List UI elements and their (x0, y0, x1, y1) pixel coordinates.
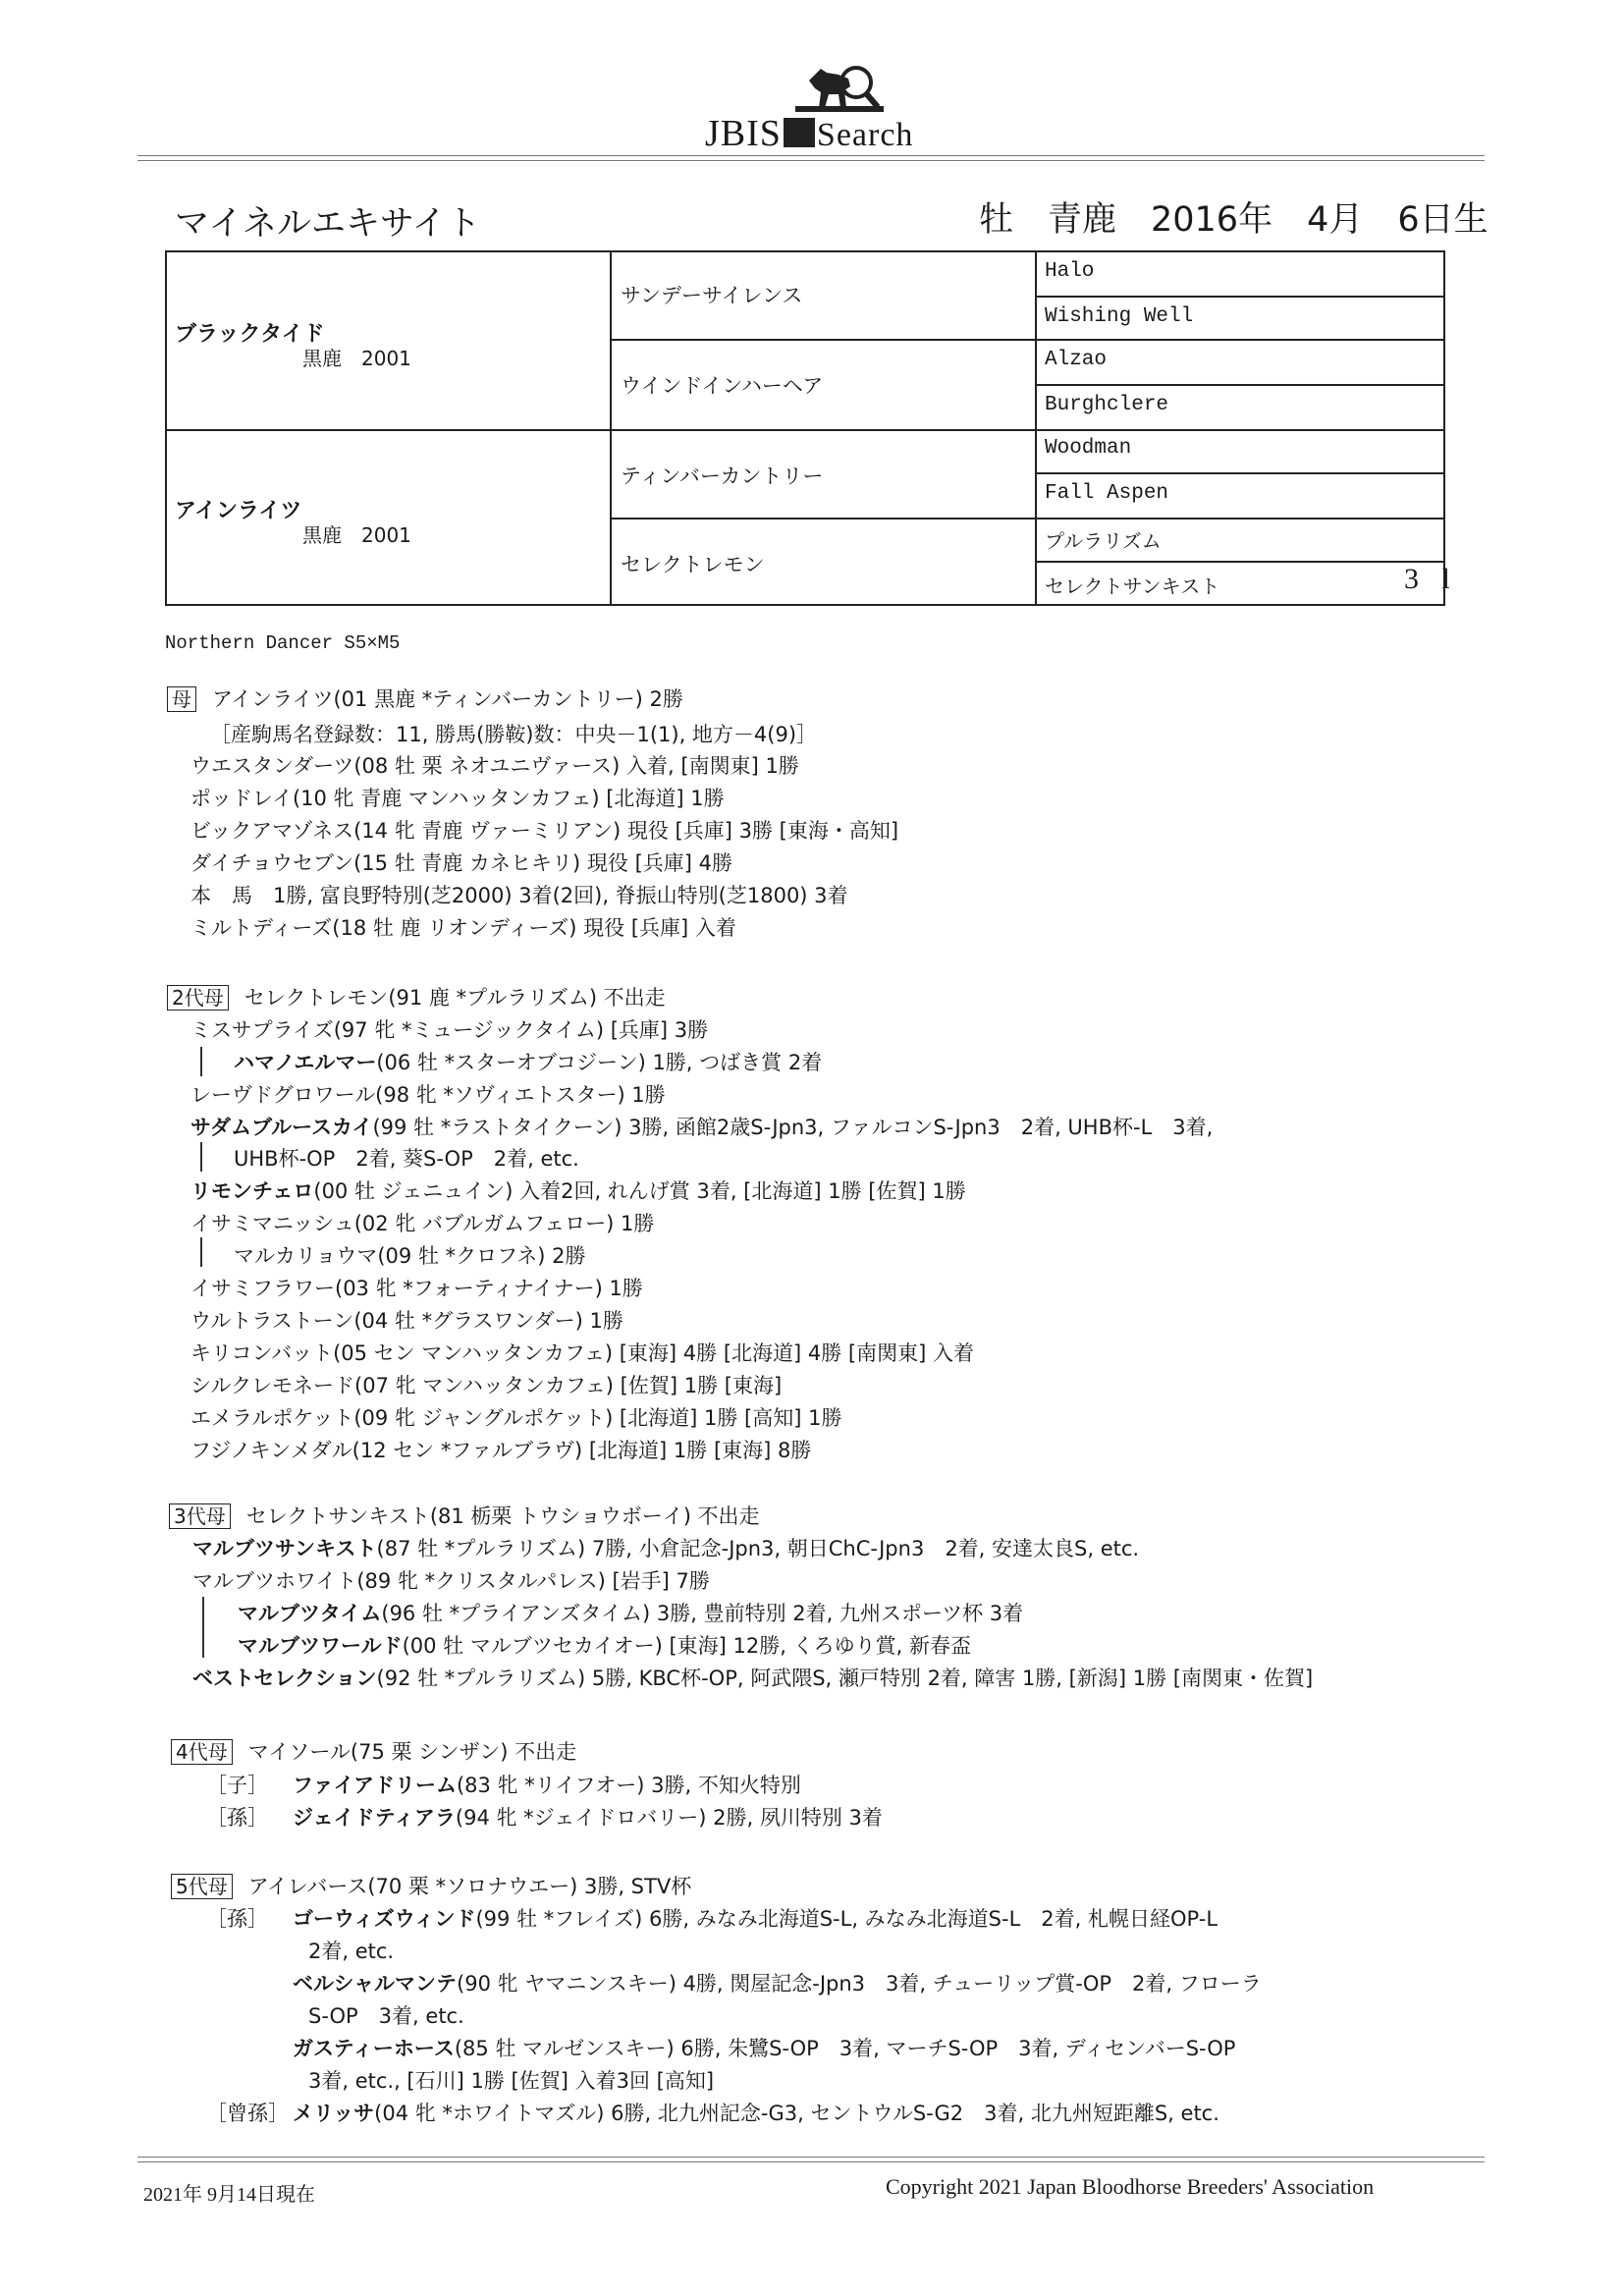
pedigree-divider (610, 518, 1443, 519)
family-line: 3着, etc., [石川] 1勝 [佐賀] 入着3回 [高知] (308, 2069, 715, 2093)
section-title: アインライツ(01 黒鹿 *ティンバーカントリー) 2勝 (212, 687, 683, 711)
gen3-section-header (169, 1501, 760, 1530)
pedigree-table (165, 250, 1458, 606)
pedigree-gen3-cell: Fall Aspen (1045, 482, 1169, 505)
section-title: セレクトサンキスト(81 栃栗 トウショウボーイ) 不出走 (245, 1504, 760, 1528)
pedigree-gen2-cell: ウインドインハーヘア (621, 374, 824, 398)
dam-section-header (167, 683, 683, 713)
inbreeding-note: Northern Dancer S5×M5 (165, 632, 401, 654)
section-title: アイレバース(70 栗 *ソロナウエー) 3勝, STV杯 (247, 1875, 692, 1898)
pedigree-divider (1035, 472, 1443, 474)
family-line-name: メリッサ (293, 2102, 375, 2125)
pedigree-divider (610, 252, 612, 604)
family-line: レーヴドグロワール(98 牝 *ソヴィエトスター) 1勝 (190, 1083, 666, 1107)
section-tag: 母 (167, 686, 196, 712)
family-line-name: ジェイドティアラ (293, 1806, 456, 1830)
pedigree-divider (1035, 429, 1443, 431)
family-line: ［孫］ ゴーウィズウィンド(99 牡 *フレイズ) 6勝, みなみ北海道S-L, みなみ北海道S-L 2着, 札幌日経OP-L (206, 1907, 1218, 1931)
family-line: ウエスタンダーツ(08 牡 栗 ネオユニヴァース) 入着, [南関東] 1勝 (190, 754, 799, 778)
family-line: イサミマニッシュ(02 牝 バブルガムフェロー) 1勝 (190, 1212, 655, 1235)
family-line-name: ベルシャルマンテ (293, 1972, 458, 1995)
section-tag: 2代母 (167, 985, 229, 1011)
logo-wordmark (705, 112, 913, 155)
logo-block-icon (784, 118, 815, 147)
family-line: フジノキンメダル(12 セン *ファルブラヴ) [北海道] 1勝 [東海] 8勝 (190, 1439, 812, 1462)
family-line: ベルシャルマンテ(90 牝 ヤマニンスキー) 4勝, 関屋記念-Jpn3 3着, チューリップ賞-OP 2着, フローラ (293, 1972, 1262, 1995)
pedigree-divider (1035, 384, 1443, 386)
pedigree-gen3-cell: Woodman (1045, 437, 1132, 460)
family-line: イサミフラワー(03 牝 *フォーティナイナー) 1勝 (190, 1277, 643, 1300)
dam-name: アインライツ (175, 499, 302, 523)
pedigree-gen3-cell: Halo (1045, 260, 1095, 283)
family-line-name: ファイアドリーム (293, 1774, 457, 1797)
family-line: ポッドレイ(10 牝 青鹿 マンハッタンカフェ) [北海道] 1勝 (190, 787, 725, 810)
gen4-section-header (171, 1736, 576, 1766)
section-tag: 3代母 (169, 1503, 231, 1529)
descent-bar (200, 1237, 202, 1267)
family-line-name: マルブツワールド (238, 1634, 403, 1658)
family-line: ［孫］ ジェイドティアラ(94 牝 *ジェイドロバリー) 2勝, 夙川特別 3着 (206, 1806, 883, 1830)
family-line: サダムブルースカイ(99 牡 *ラストタイクーン) 3勝, 函館2歳S-Jpn3, ファルコンS-Jpn3 2着, UHB杯-L 3着, (190, 1116, 1214, 1139)
family-line: ［子］ ファイアドリーム(83 牝 *リイフオー) 3勝, 不知火特別 (206, 1774, 801, 1797)
dam-info: 黒鹿 2001 (302, 523, 411, 547)
pedigree-divider (1035, 296, 1443, 298)
family-line: マルブツワールド(00 牡 マルブツセカイオー) [東海] 12勝, くろゆり賞, 新春盃 (238, 1634, 971, 1658)
footer-rule (137, 2157, 1485, 2162)
family-line: UHB杯-OP 2着, 葵S-OP 2着, etc. (234, 1147, 579, 1171)
header-rule (137, 155, 1485, 161)
family-line-name: ゴーウィズウィンド (293, 1907, 476, 1931)
logo-search: Search (816, 117, 914, 153)
family-line: ［曾孫］ メリッサ(04 牝 *ホワイトマズル) 6勝, 北九州記念-G3, セントウルS-G2 3着, 北九州短距離S, etc. (206, 2102, 1219, 2125)
family-line: シルクレモネード(07 牝 マンハッタンカフェ) [佐賀] 1勝 [東海] (190, 1374, 783, 1397)
pedigree-divider (1035, 252, 1037, 604)
family-line: エメラルポケット(09 牝 ジャングルポケット) [北海道] 1勝 [高知] 1勝 (190, 1406, 842, 1430)
family-line: マルブツサンキスト(87 牡 *プルラリズム) 7勝, 小倉記念-Jpn3, 朝日ChC-Jpn3 2着, 安達太良S, etc. (192, 1537, 1140, 1560)
family-line-name: サダムブルースカイ (190, 1116, 373, 1139)
pedigree-gen3-cell: Burghclere (1045, 394, 1169, 416)
family-number: 3 l (1404, 563, 1458, 595)
family-line: ベストセレクション(92 牡 *プルラリズム) 5勝, KBC杯-OP, 阿武隈S, 瀬戸特別 2着, 障害 1勝, [新潟] 1勝 [南関東・佐賀] (192, 1667, 1314, 1690)
footer-copyright: Copyright 2021 Japan Bloodhorse Breeders' Association (886, 2174, 1375, 2199)
family-line: キリコンバット(05 セン マンハッタンカフェ) [東海] 4勝 [北海道] 4勝 [南関東] 入着 (190, 1341, 974, 1365)
family-line: ミルトディーズ(18 牡 鹿 リオンディーズ) 現役 [兵庫] 入着 (190, 916, 736, 940)
gen5-section-header (171, 1871, 691, 1900)
jbis-search-logo (705, 61, 941, 155)
pedigree-gen3-cell: プルラリズム (1045, 529, 1162, 553)
section-tag: 5代母 (171, 1874, 233, 1899)
section-title: マイソール(75 栗 シンザン) 不出走 (247, 1740, 577, 1764)
descent-bar (200, 1142, 202, 1172)
pedigree-gen3-cell: Alzao (1045, 349, 1108, 371)
family-line: ［産駒馬名登録数：11, 勝馬(勝鞍)数：中央－1(1), 地方－4(9)］ (210, 723, 818, 746)
family-line: ハマノエルマー(06 牡 *スターオブコジーン) 1勝, つばき賞 2着 (234, 1051, 823, 1074)
family-line: S-OP 3着, etc. (308, 2004, 464, 2028)
family-line: ウルトラストーン(04 牡 *グラスワンダー) 1勝 (190, 1309, 623, 1333)
pedigree-gen2-cell: セレクトレモン (621, 553, 765, 576)
pedigree-gen2-cell: サンデーサイレンス (621, 284, 803, 307)
descent-bar (202, 1597, 204, 1658)
family-line: ミスサプライズ(97 牝 *ミュージックタイム) [兵庫] 3勝 (190, 1018, 709, 1042)
family-line-name: ベストセレクション (192, 1667, 377, 1690)
family-line-name: マルブツタイム (238, 1602, 382, 1625)
pedigree-gen3-cell: Wishing Well (1045, 305, 1194, 328)
family-line: ガスティーホース(85 牡 マルゼンスキー) 6勝, 朱鷺S-OP 3着, マーチS-OP 3着, ディセンバーS-OP (293, 2037, 1236, 2060)
descent-bar (200, 1047, 202, 1076)
pedigree-divider (610, 339, 1443, 341)
family-line-name: マルブツサンキスト (192, 1537, 377, 1560)
sire-info: 黒鹿 2001 (302, 347, 411, 370)
family-line: マルブツホワイト(89 牝 *クリスタルパレス) [岩手] 7勝 (192, 1569, 710, 1593)
pedigree-gen3-cell: セレクトサンキスト (1045, 574, 1220, 598)
family-line: ビックアマゾネス(14 牝 青鹿 ヴァーミリアン) 現役 [兵庫] 3勝 [東海・高知] (190, 819, 899, 843)
sire-name: ブラックタイド (175, 322, 325, 347)
family-line-name: ガスティーホース (293, 2037, 455, 2060)
family-line: リモンチェロ(00 牡 ジェニュイン) 入着2回, れんげ賞 3着, [北海道] 1勝 [佐賀] 1勝 (190, 1179, 966, 1203)
family-line: 本 馬 1勝, 富良野特別(芝2000) 3着(2回), 脊振山特別(芝1800) 3着 (190, 884, 848, 907)
logo-jbis: JBIS (705, 113, 782, 154)
family-line: マルカリョウマ(09 牡 *クロフネ) 2勝 (234, 1244, 586, 1268)
gen2-section-header (167, 982, 666, 1011)
horse-info: 牡 青鹿 2016年 4月 6日生 (979, 200, 1489, 240)
family-line: ダイチョウセブン(15 牡 青鹿 カネヒキリ) 現役 [兵庫] 4勝 (190, 851, 733, 875)
family-line-name: ハマノエルマー (234, 1051, 377, 1074)
horse-name: マイネルエキサイト (175, 204, 481, 244)
family-line-name: リモンチェロ (190, 1179, 314, 1203)
family-line: 2着, etc. (308, 1940, 395, 1963)
section-title: セレクトレモン(91 鹿 *プルラリズム) 不出走 (244, 986, 666, 1010)
section-tag: 4代母 (171, 1739, 233, 1765)
pedigree-gen2-cell: ティンバーカントリー (621, 465, 824, 488)
family-line: マルブツタイム(96 牡 *プライアンズタイム) 3勝, 豊前特別 2着, 九州スポーツ杯 3着 (238, 1602, 1024, 1625)
pedigree-divider (1035, 561, 1443, 563)
footer-date: 2021年 9月14日現在 (143, 2184, 315, 2206)
